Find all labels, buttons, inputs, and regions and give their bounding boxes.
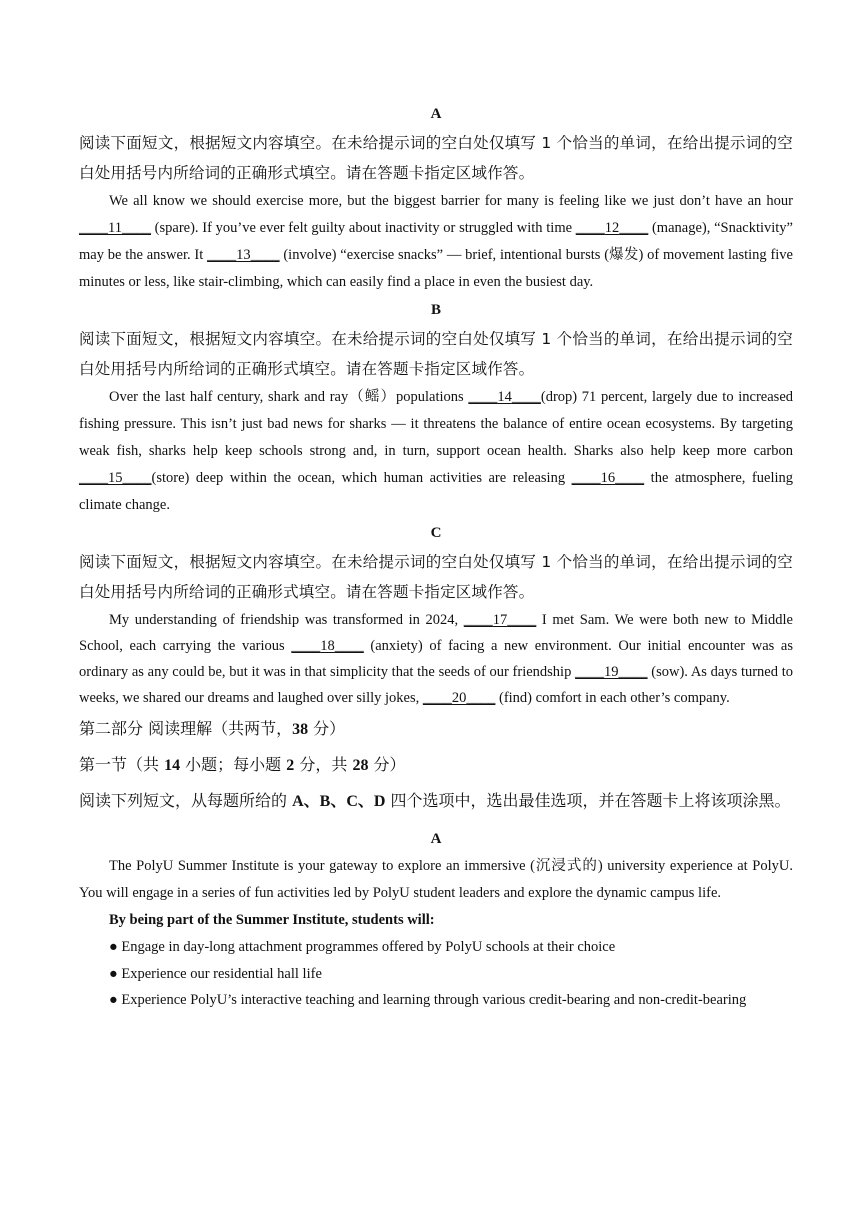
passage-text: (sow). As days turned to weeks, we shared our dreams and laughed over silly jokes, [79, 664, 793, 706]
section-c-passage [79, 607, 793, 711]
part-two-heading: 第二部分 阅读理解（共两节，38 分） [79, 719, 346, 738]
section-c-title: C [430, 525, 442, 541]
passage-text: My understanding of friendship was transformed in 2024, [109, 612, 464, 628]
blank-15[interactable]: ____15____ [79, 470, 152, 486]
passage-text: (involve) “exercise snacks” — brief, intentional bursts (爆发) of movement lasting five minutes or less, like stair-climbing, which can easily find a place in even the busiest day. [79, 247, 793, 290]
section-a-title: A [430, 106, 442, 122]
blank-16[interactable]: ____16____ [571, 470, 645, 486]
blank-17[interactable]: ____17____ [463, 612, 537, 628]
passage-text: We all know we should exercise more, but the biggest barrier for many is feeling like we just don’t have an hour [109, 193, 793, 209]
blank-19[interactable]: ____19____ [575, 664, 648, 680]
reading-a-title: A [430, 831, 442, 847]
section-b-instruction: 阅读下面短文，根据短文内容填空。在未给提示词的空白处仅填写 1 个恰当的单词，在给出提示词的空白处用括号内所给词的正确形式填空。请在答题卡指定区域作答。 [79, 330, 793, 378]
bullet-item: ● Experience PolyU’s interactive teaching and learning through various credit-bearing and non-credit-bearing [109, 992, 747, 1008]
passage-text: (store) deep within the ocean, which human activities are releasing [151, 470, 572, 486]
bullet-item: ● Engage in day-long attachment programmes offered by PolyU schools at their choice [109, 939, 616, 955]
section-c-instruction: 阅读下面短文，根据短文内容填空。在未给提示词的空白处仅填写 1 个恰当的单词，在给出提示词的空白处用括号内所给词的正确形式填空。请在答题卡指定区域作答。 [79, 553, 793, 601]
reading-a-intro: The PolyU Summer Institute is your gateway to explore an immersive (沉浸式的) university experience at PolyU. You will engage in a series of fun activities led by PolyU student leaders and explore the dynamic campus life. [79, 858, 793, 901]
blank-13[interactable]: ____13____ [207, 247, 280, 263]
blank-12[interactable]: ____12____ [575, 220, 649, 236]
reading-instruction: 阅读下列短文，从每题所给的 A、B、C、D 四个选项中，选出最佳选项，并在答题卡上将该项涂黑。 [79, 791, 791, 810]
passage-text: (spare). If you’ve ever felt guilty about inactivity or struggled with time [150, 220, 576, 236]
section-b-passage [79, 384, 793, 519]
section-b-title: B [430, 302, 441, 318]
passage-text: (anxiety) of facing a new environment. Our initial encounter was as ordinary as any could be, but it was in that simplicity that the seeds of our friendship [79, 638, 793, 680]
passage-text: I met Sam. We were both new to Middle School, each carrying the various [79, 612, 793, 654]
bullet-item: ● Experience our residential hall life [109, 965, 322, 982]
passage-text: the atmosphere, fueling climate change. [79, 470, 793, 513]
section-a-passage [79, 188, 793, 296]
reading-a-bold-heading: By being part of the Summer Institute, students will: [109, 912, 435, 928]
blank-11[interactable]: ____11____ [79, 220, 151, 236]
blank-14[interactable]: ____14____ [468, 389, 541, 405]
document-page [79, 100, 793, 1014]
passage-text: (drop) 71 percent, largely due to increased fishing pressure. This isn’t just bad news for sharks — it threatens the balance of entire ocean ecosystems. By targeting weak fish, sharks help keep schools strong and, in turn, support ocean health. Sharks also help keep more carbon [79, 389, 794, 459]
passage-text: (manage), “Snacktivity” may be the answer. It [79, 220, 793, 263]
section-a-instruction: 阅读下面短文，根据短文内容填空。在未给提示词的空白处仅填写 1 个恰当的单词，在给出提示词的空白处用括号内所给词的正确形式填空。请在答题卡指定区域作答。 [79, 134, 793, 182]
blank-20[interactable]: ____20____ [422, 690, 496, 706]
blank-18[interactable]: ____18____ [291, 638, 364, 654]
passage-text: (find) comfort in each other’s company. [495, 690, 730, 706]
passage-text: Over the last half century, shark and ray（鳐）populations [109, 389, 469, 405]
section-one-heading: 第一节（共 14 小题；每小题 2 分，共 28 分） [79, 755, 406, 774]
